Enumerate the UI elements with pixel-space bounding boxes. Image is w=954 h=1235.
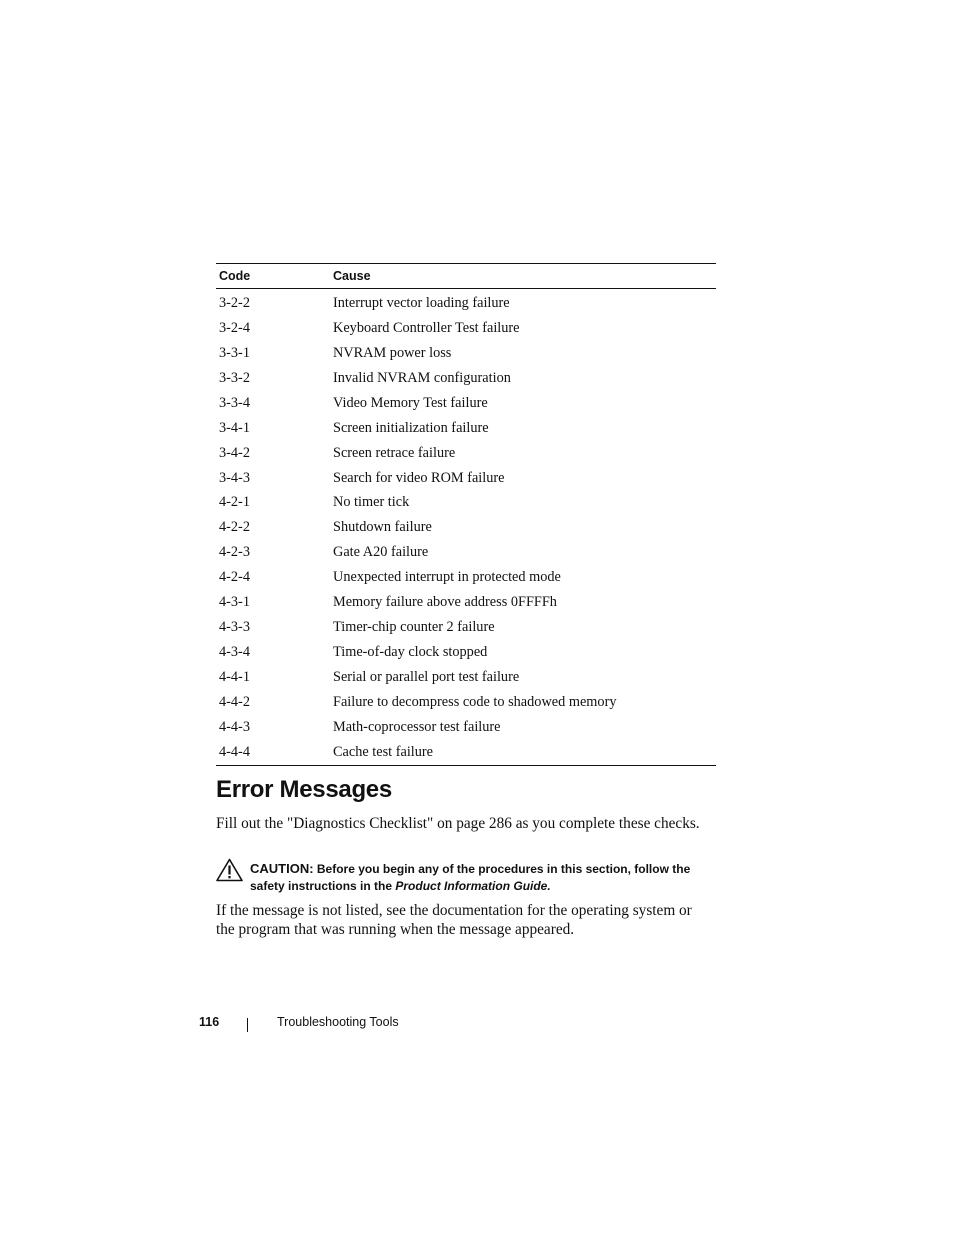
code-cell: 4-3-3 xyxy=(219,619,250,636)
code-cell: 3-3-1 xyxy=(219,344,250,361)
table-row xyxy=(216,640,716,665)
cause-cell: NVRAM power loss xyxy=(333,344,452,361)
cause-cell: Keyboard Controller Test failure xyxy=(333,319,520,336)
code-cell: 4-2-2 xyxy=(219,519,250,536)
outro-paragraph: If the message is not listed, see the documentation for the operating system or the program that was running when the message appeared. xyxy=(216,902,692,938)
code-cell: 4-4-1 xyxy=(219,669,250,686)
table-row xyxy=(216,341,716,366)
footer-section-name: Troubleshooting Tools xyxy=(277,1015,399,1029)
cause-cell: Invalid NVRAM configuration xyxy=(333,369,511,386)
caution-end: . xyxy=(547,879,551,893)
code-cell: 4-2-4 xyxy=(219,569,250,586)
intro-paragraph: Fill out the "Diagnostics Checklist" on page 286 as you complete these checks. xyxy=(216,815,700,832)
table-row xyxy=(216,366,716,391)
cause-cell: Shutdown failure xyxy=(333,519,432,536)
header-code: Code xyxy=(219,269,251,283)
caution-body: Before you begin any of the procedures in this section, follow the safety instructions in the xyxy=(250,862,691,893)
cause-cell: Unexpected interrupt in protected mode xyxy=(333,569,561,586)
caution-label: CAUTION: xyxy=(250,861,314,876)
code-cell: 3-3-2 xyxy=(219,369,250,386)
page-number: 116 xyxy=(199,1015,220,1029)
cause-cell: Screen retrace failure xyxy=(333,444,456,461)
cause-cell: Math-coprocessor test failure xyxy=(333,718,501,735)
table-row xyxy=(216,391,716,416)
table-row xyxy=(216,715,716,740)
cause-cell: Serial or parallel port test failure xyxy=(333,669,520,686)
code-cell: 4-2-1 xyxy=(219,494,250,511)
table-row xyxy=(216,466,716,491)
table-row xyxy=(216,590,716,615)
code-cell: 3-2-2 xyxy=(219,294,250,311)
table-row xyxy=(216,540,716,565)
cause-cell: Screen initialization failure xyxy=(333,419,489,436)
footer-separator xyxy=(247,1018,248,1032)
table-row xyxy=(216,665,716,690)
code-cell: 3-3-4 xyxy=(219,394,250,411)
cause-cell: Video Memory Test failure xyxy=(333,394,488,411)
beep-code-table-container xyxy=(216,263,716,766)
cause-cell: Failure to decompress code to shadowed memory xyxy=(333,693,617,710)
table-row xyxy=(216,565,716,590)
cause-cell: Timer-chip counter 2 failure xyxy=(333,619,495,636)
header-cause: Cause xyxy=(333,269,371,283)
table-row xyxy=(216,289,716,316)
section-title: Error Messages xyxy=(216,776,392,803)
cause-cell: Time-of-day clock stopped xyxy=(333,644,488,661)
beep-code-table xyxy=(216,263,716,766)
table-row xyxy=(216,515,716,540)
guide-title: Product Information Guide xyxy=(395,879,548,893)
code-cell: 4-3-1 xyxy=(219,594,250,611)
table-row xyxy=(216,690,716,715)
table-row xyxy=(216,491,716,516)
table-row xyxy=(216,316,716,341)
caution-text xyxy=(250,860,720,895)
table-row xyxy=(216,441,716,466)
cause-cell: Memory failure above address 0FFFFh xyxy=(333,594,557,611)
table-row xyxy=(216,416,716,441)
cause-cell: Gate A20 failure xyxy=(333,544,429,561)
table-header-row xyxy=(216,264,716,289)
code-cell: 4-4-2 xyxy=(219,693,250,710)
cause-cell: No timer tick xyxy=(333,494,410,511)
code-cell: 3-4-3 xyxy=(219,469,250,486)
code-cell: 4-3-4 xyxy=(219,644,250,661)
code-cell: 4-4-3 xyxy=(219,718,250,735)
code-cell: 4-2-3 xyxy=(219,544,250,561)
code-cell: 4-4-4 xyxy=(219,743,250,760)
code-cell: 3-4-2 xyxy=(219,444,250,461)
table-row xyxy=(216,740,716,765)
warning-triangle-icon xyxy=(216,858,243,882)
table-body xyxy=(216,289,716,766)
cause-cell: Interrupt vector loading failure xyxy=(333,294,510,311)
table-row xyxy=(216,615,716,640)
code-cell: 3-2-4 xyxy=(219,319,250,336)
cause-cell: Search for video ROM failure xyxy=(333,469,505,486)
cause-cell: Cache test failure xyxy=(333,743,434,760)
code-cell: 3-4-1 xyxy=(219,419,250,436)
